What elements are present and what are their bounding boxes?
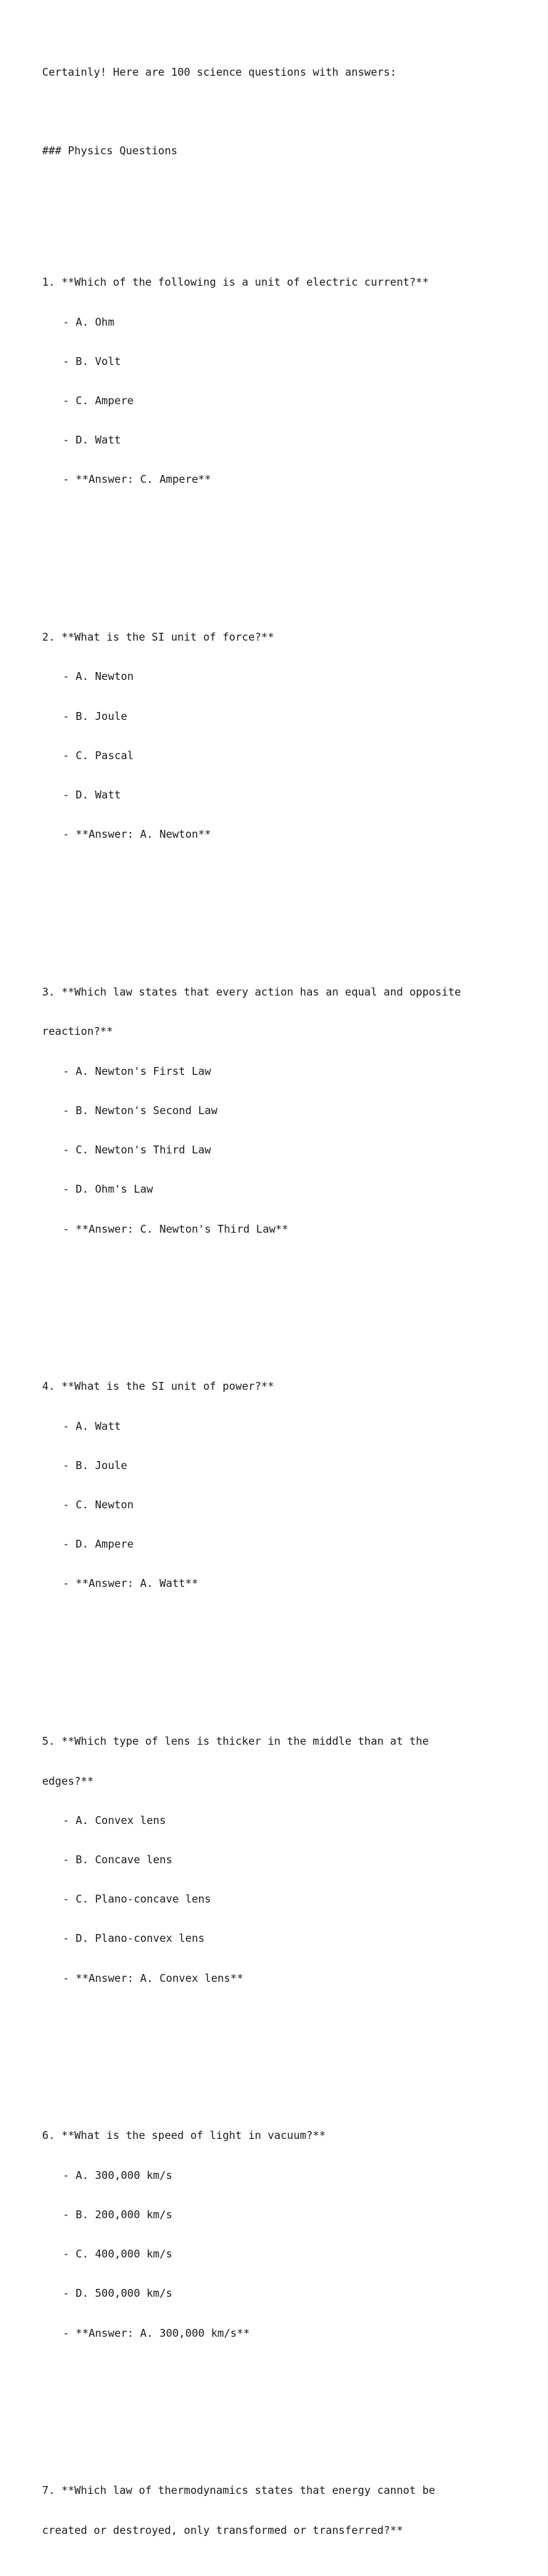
spacer	[42, 2038, 527, 2050]
answer-line: - **Answer: C. Newton's Third Law**	[63, 1222, 289, 1236]
section-heading: ### Physics Questions	[42, 144, 178, 158]
intro-text: Certainly! Here are 100 science questions with answers:	[42, 65, 397, 79]
question-text: 5. **Which type of lens is thicker in the middle than at the	[42, 1735, 429, 1748]
option-b: - B. 200,000 km/s	[63, 2207, 173, 2221]
option-c: - C. 400,000 km/s	[63, 2247, 173, 2261]
option-b: - B. Volt	[63, 354, 121, 368]
option-a: - A. Ohm	[63, 315, 115, 329]
spacer	[42, 1643, 527, 1655]
option-d: - D. Ohm's Law	[63, 1183, 153, 1196]
option-c: - C. Newton's Third Law	[63, 1143, 211, 1157]
question-6	[42, 2103, 527, 2366]
question-3	[42, 959, 527, 1261]
option-a: - A. Newton's First Law	[63, 1064, 211, 1078]
option-c: - C. Plano-concave lens	[63, 1893, 211, 1906]
option-c: - C. Pascal	[63, 748, 134, 762]
question-text: 7. **Which law of thermodynamics states that energy cannot be	[42, 2484, 435, 2497]
question-1	[42, 249, 527, 512]
spacer	[42, 538, 527, 551]
question-7	[42, 2458, 527, 2563]
answer-line: - **Answer: A. Newton**	[63, 828, 211, 841]
question-text: 1. **Which of the following is a unit of electric current?**	[42, 276, 429, 289]
question-4	[42, 1354, 527, 1617]
option-b: - B. Joule	[63, 709, 128, 723]
spacer	[42, 184, 527, 196]
answer-line: - **Answer: A. Watt**	[63, 1577, 198, 1590]
spacer	[42, 2392, 527, 2405]
question-text: 4. **What is the SI unit of power?**	[42, 1380, 275, 1393]
option-d: - D. Ampere	[63, 1538, 134, 1551]
option-a: - A. 300,000 km/s	[63, 2168, 173, 2182]
option-c: - C. Newton	[63, 1498, 134, 1512]
option-c: - C. Ampere	[63, 394, 134, 407]
option-d: - D. Plano-convex lens	[63, 1932, 205, 1945]
spacer	[42, 105, 527, 118]
option-d: - D. Watt	[63, 433, 121, 447]
option-d: - D. Watt	[63, 788, 121, 802]
question-text-continued: reaction?**	[42, 1025, 113, 1038]
question-2	[42, 604, 527, 867]
spacer	[42, 893, 527, 906]
option-b: - B. Concave lens	[63, 1853, 173, 1866]
spacer	[42, 1288, 527, 1301]
question-5	[42, 1709, 527, 2011]
option-b: - B. Newton's Second Law	[63, 1103, 218, 1117]
question-text: 6. **What is the speed of light in vacuum?**	[42, 2129, 326, 2143]
answer-line: - **Answer: A. 300,000 km/s**	[63, 2326, 250, 2340]
option-b: - B. Joule	[63, 1458, 128, 1472]
question-text: 3. **Which law states that every action has an equal and opposite	[42, 986, 461, 999]
question-text: 2. **What is the SI unit of force?**	[42, 631, 275, 644]
answer-line: - **Answer: C. Ampere**	[63, 473, 211, 486]
option-d: - D. 500,000 km/s	[63, 2287, 173, 2300]
option-a: - A. Newton	[63, 670, 134, 683]
option-a: - A. Watt	[63, 1419, 121, 1433]
option-a: - A. Convex lens	[63, 1813, 166, 1827]
question-text-continued: edges?**	[42, 1774, 94, 1788]
question-text-continued: created or destroyed, only transformed or transferred?**	[42, 2523, 403, 2537]
answer-line: - **Answer: A. Convex lens**	[63, 1971, 243, 1985]
